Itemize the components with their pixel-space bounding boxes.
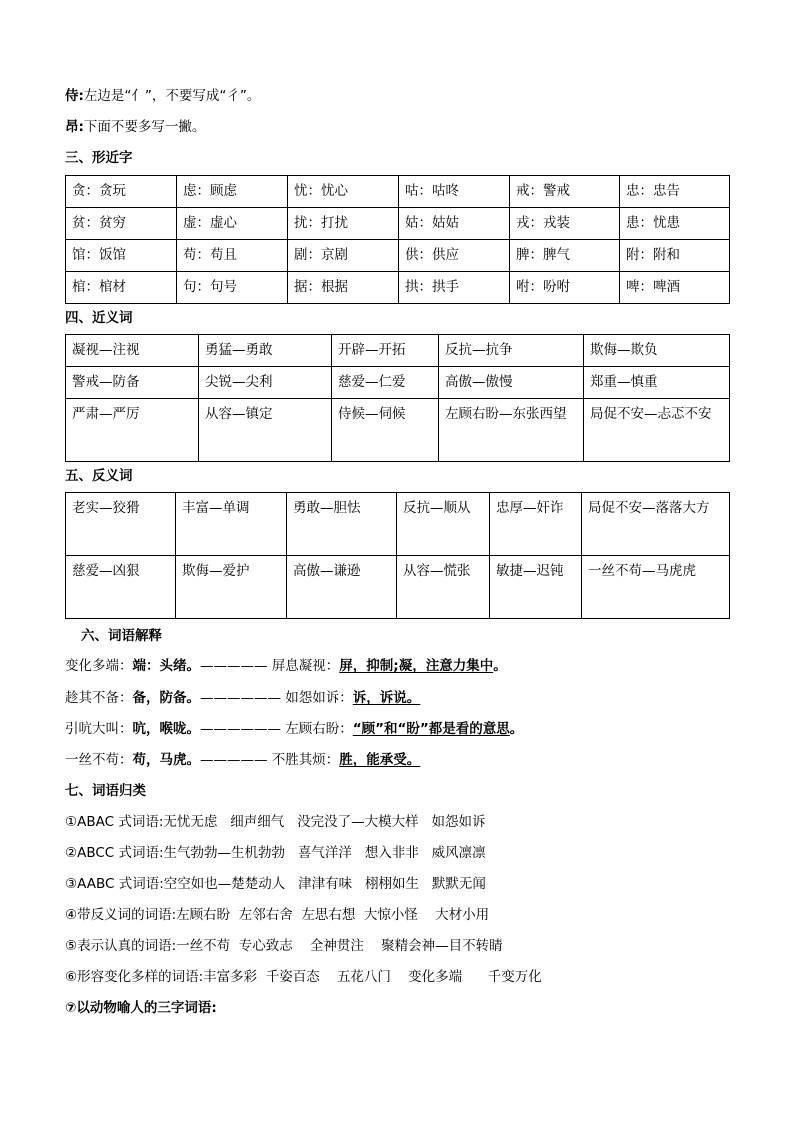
section-title: 四、近义词 [65,310,133,326]
definition-word: 不胜其烦： [271,752,340,768]
definition-word: 左顾右盼： [285,721,353,737]
table-cell: 反抗—顺从 [397,493,490,556]
table-cell: 尖锐—尖利 [199,367,332,399]
table-cell: 戎：戎装 [510,208,620,240]
definition-word: 屏息凝视： [271,658,340,674]
dash-separator: —————— [200,690,286,706]
table-cell: 勇敢—胆怯 [287,493,397,556]
definition-word: 如怨如诉： [285,690,353,706]
table-cell: 慈爱—仁爱 [332,367,439,399]
table-row [66,367,730,399]
note-char: 昂: [65,119,84,135]
category-item: ⑦以动物喻人的三字词语: [65,1000,217,1016]
note-text: 下面不要多写一撇。 [83,119,206,135]
punctuation: 。 [509,721,524,737]
definition-meaning: 苟，马虎。 [132,752,200,768]
dash-separator: ————— [200,658,272,674]
table-cell: 从容—慌张 [397,556,490,619]
table-cell: 欺侮—爱护 [176,556,287,619]
table-cell: 开辟—开拓 [332,335,439,367]
table-cell: 郑重—慎重 [584,367,730,399]
table-cell: 反抗—抗争 [439,335,584,367]
table-cell: 老实—狡猾 [66,493,176,556]
section-title: 六、词语解释 [81,628,162,644]
table-cell: 贪：贪玩 [66,176,177,208]
definition-line [65,688,420,708]
definition-meaning: “顾”和“盼”都是看的意思 [352,721,510,737]
section-title: 七、词语归类 [65,783,146,799]
similar-chars-table [65,175,730,304]
table-cell: 高傲—傲慢 [439,367,584,399]
category-item: ③AABC 式词语:空空如也—楚楚动人 津津有味 栩栩如生 默默无闻 [65,876,486,892]
table-row [66,208,730,240]
table-cell: 附：附和 [620,240,730,272]
table-cell: 棺：棺材 [66,272,177,304]
table-cell: 扰：打扰 [288,208,399,240]
table-row [66,240,730,272]
table-row [66,399,730,462]
table-cell: 忧：忧心 [288,176,399,208]
definition-word: 变化多端： [65,658,133,674]
table-cell: 欺侮—欺负 [584,335,730,367]
dash-separator: ————— [200,752,272,768]
table-cell: 敏捷—迟钝 [490,556,582,619]
table-cell: 虑：顾虑 [177,176,288,208]
table-row [66,556,730,619]
definition-line [65,750,420,770]
punctuation: 。 [493,658,507,674]
definition-word: 引吭大叫： [65,721,133,737]
table-cell: 侍候—伺候 [332,399,439,462]
table-cell: 句：句号 [177,272,288,304]
definition-line [65,656,507,676]
note-line-1 [65,86,260,106]
table-cell: 贫：贫穷 [66,208,177,240]
definition-meaning: 端：头绪。 [132,658,200,674]
table-cell: 患：忧患 [620,208,730,240]
table-cell: 咐：吩咐 [510,272,620,304]
dash-separator: —————— [200,721,286,737]
antonyms-table [65,492,730,619]
definition-meaning: 备，防备。 [132,690,200,706]
table-cell: 馆：饭馆 [66,240,177,272]
table-cell: 供：供应 [399,240,510,272]
section-title: 三、形近字 [65,150,133,166]
table-cell: 一丝不苟—马虎虎 [582,556,730,619]
table-cell: 苟：苟且 [177,240,288,272]
definition-word: 趁其不备： [65,690,133,706]
definition-meaning: 胜，能承受。 [339,752,421,768]
table-row [66,335,730,367]
table-cell: 戒：警戒 [510,176,620,208]
table-cell: 勇猛—勇敢 [199,335,332,367]
table-cell: 慈爱—凶狠 [66,556,176,619]
table-cell: 严肃—严厉 [66,399,199,462]
table-cell: 虚：虚心 [177,208,288,240]
category-item: ④带反义词的词语:左顾右盼 左邻右舍 左思右想 大惊小怪 大材小用 [65,907,490,923]
table-cell: 从容—镇定 [199,399,332,462]
table-cell: 高傲—谦逊 [287,556,397,619]
note-char: 侍: [65,88,84,104]
definition-word: 一丝不苟： [65,752,133,768]
section-title: 五、反义词 [65,468,133,484]
table-cell: 咕：咕咚 [399,176,510,208]
table-cell: 丰富—单调 [176,493,287,556]
table-cell: 姑：姑姑 [399,208,510,240]
category-item: ⑥形容变化多样的词语:丰富多彩 千姿百态 五花八门 变化多端 千变万化 [65,969,542,985]
table-cell: 忠厚—奸诈 [490,493,582,556]
table-cell: 警戒—防备 [66,367,199,399]
definition-meaning: 吭，喉咙。 [132,721,200,737]
table-cell: 局促不安—忐忑不安 [584,399,730,462]
category-item: ⑤表示认真的词语:一丝不苟 专心致志 全神贯注 聚精会神—目不转睛 [65,938,503,954]
definition-meaning: 屏，抑制;凝，注意力集中 [339,658,494,674]
definition-line [65,719,523,739]
table-row [66,272,730,304]
table-cell: 啤：啤酒 [620,272,730,304]
table-cell: 忠：忠告 [620,176,730,208]
table-cell: 脾：脾气 [510,240,620,272]
table-cell: 据：根据 [288,272,399,304]
table-cell: 局促不安—落落大方 [582,493,730,556]
table-cell: 拱：拱手 [399,272,510,304]
note-line-2 [65,117,205,137]
table-cell: 左顾右盼—东张西望 [439,399,584,462]
category-item: ②ABCC 式词语:生气勃勃—生机勃勃 喜气洋洋 想入非非 威风凛凛 [65,845,486,861]
synonyms-table [65,334,730,462]
note-text: 左边是“亻”，不要写成“彳”。 [83,88,261,104]
table-cell: 剧：京剧 [288,240,399,272]
table-row [66,493,730,556]
definition-meaning: 诉，诉说。 [352,690,421,706]
table-row [66,176,730,208]
category-item: ①ABAC 式词语:无忧无虑 细声细气 没完没了—大模大样 如怨如诉 [65,814,486,830]
table-cell: 凝视—注视 [66,335,199,367]
